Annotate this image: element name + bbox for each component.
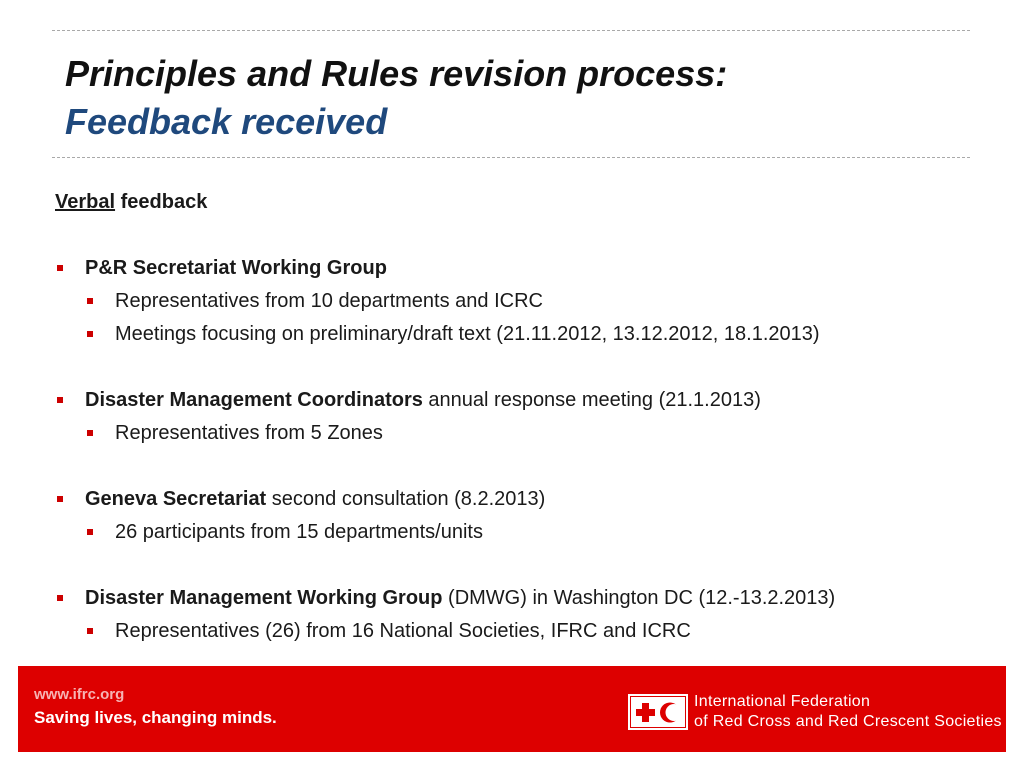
list-item (85, 388, 761, 412)
slide-title (65, 50, 727, 146)
top-dashed-rule (52, 30, 970, 31)
title-dashed-rule (52, 157, 970, 158)
sub-list-item (115, 421, 383, 445)
list-item (85, 586, 835, 610)
sub-list-item (115, 289, 543, 313)
section-heading (55, 190, 207, 214)
title-line-2: Feedback received (65, 101, 388, 142)
list-item-text: annual response meeting (21.1.2013) (422, 389, 761, 411)
list-item-bold: Disaster Management Working Group (85, 587, 443, 609)
sub-list-item (115, 520, 483, 544)
bullet-icon (87, 628, 93, 634)
bullet-icon (87, 298, 93, 304)
footer-tagline: Saving lives, changing minds. (34, 708, 277, 727)
bullet-icon (57, 496, 63, 502)
list-item (85, 487, 545, 511)
list-item-text: second consultation (8.2.2013) (266, 488, 546, 510)
organization-name (694, 692, 1002, 732)
list-item-text: (DMWG) in Washington DC (12.-13.2.2013) (442, 587, 836, 609)
sub-list-item-text: 26 participants from 15 departments/units (115, 521, 483, 543)
sub-list-item (115, 322, 820, 346)
sub-list-item-text: Representatives from 5 Zones (115, 422, 383, 444)
bullet-icon (57, 397, 63, 403)
section-heading-underlined: Verbal (55, 191, 116, 213)
sub-list-item (115, 619, 691, 643)
list-item-bold: P&R Secretariat Working Group (85, 257, 387, 279)
bullet-icon (57, 595, 63, 601)
red-cross-red-crescent-emblem-icon (628, 694, 688, 730)
bullet-icon (57, 265, 63, 271)
list-item (85, 256, 387, 280)
bullet-icon (87, 430, 93, 436)
list-item-bold: Geneva Secretariat (85, 488, 267, 510)
title-line-1: Principles and Rules revision process: (65, 53, 728, 94)
footer-bar (18, 666, 1006, 752)
list-item-bold: Disaster Management Coordinators (85, 389, 423, 411)
sub-list-item-text: Representatives from 10 departments and ICRC (115, 290, 543, 312)
organization-name-line-2: of Red Cross and Red Crescent Societies (694, 713, 1002, 730)
sub-list-item-text: Meetings focusing on preliminary/draft text (21.11.2012, 13.12.2012, 18.1.2013) (115, 323, 820, 345)
bullet-icon (87, 529, 93, 535)
footer-url: www.ifrc.org (34, 686, 125, 703)
organization-name-line-1: International Federation (694, 693, 871, 710)
sub-list-item-text: Representatives (26) from 16 National Societies, IFRC and ICRC (115, 620, 691, 642)
section-heading-rest: feedback (115, 191, 208, 213)
bullet-icon (87, 331, 93, 337)
